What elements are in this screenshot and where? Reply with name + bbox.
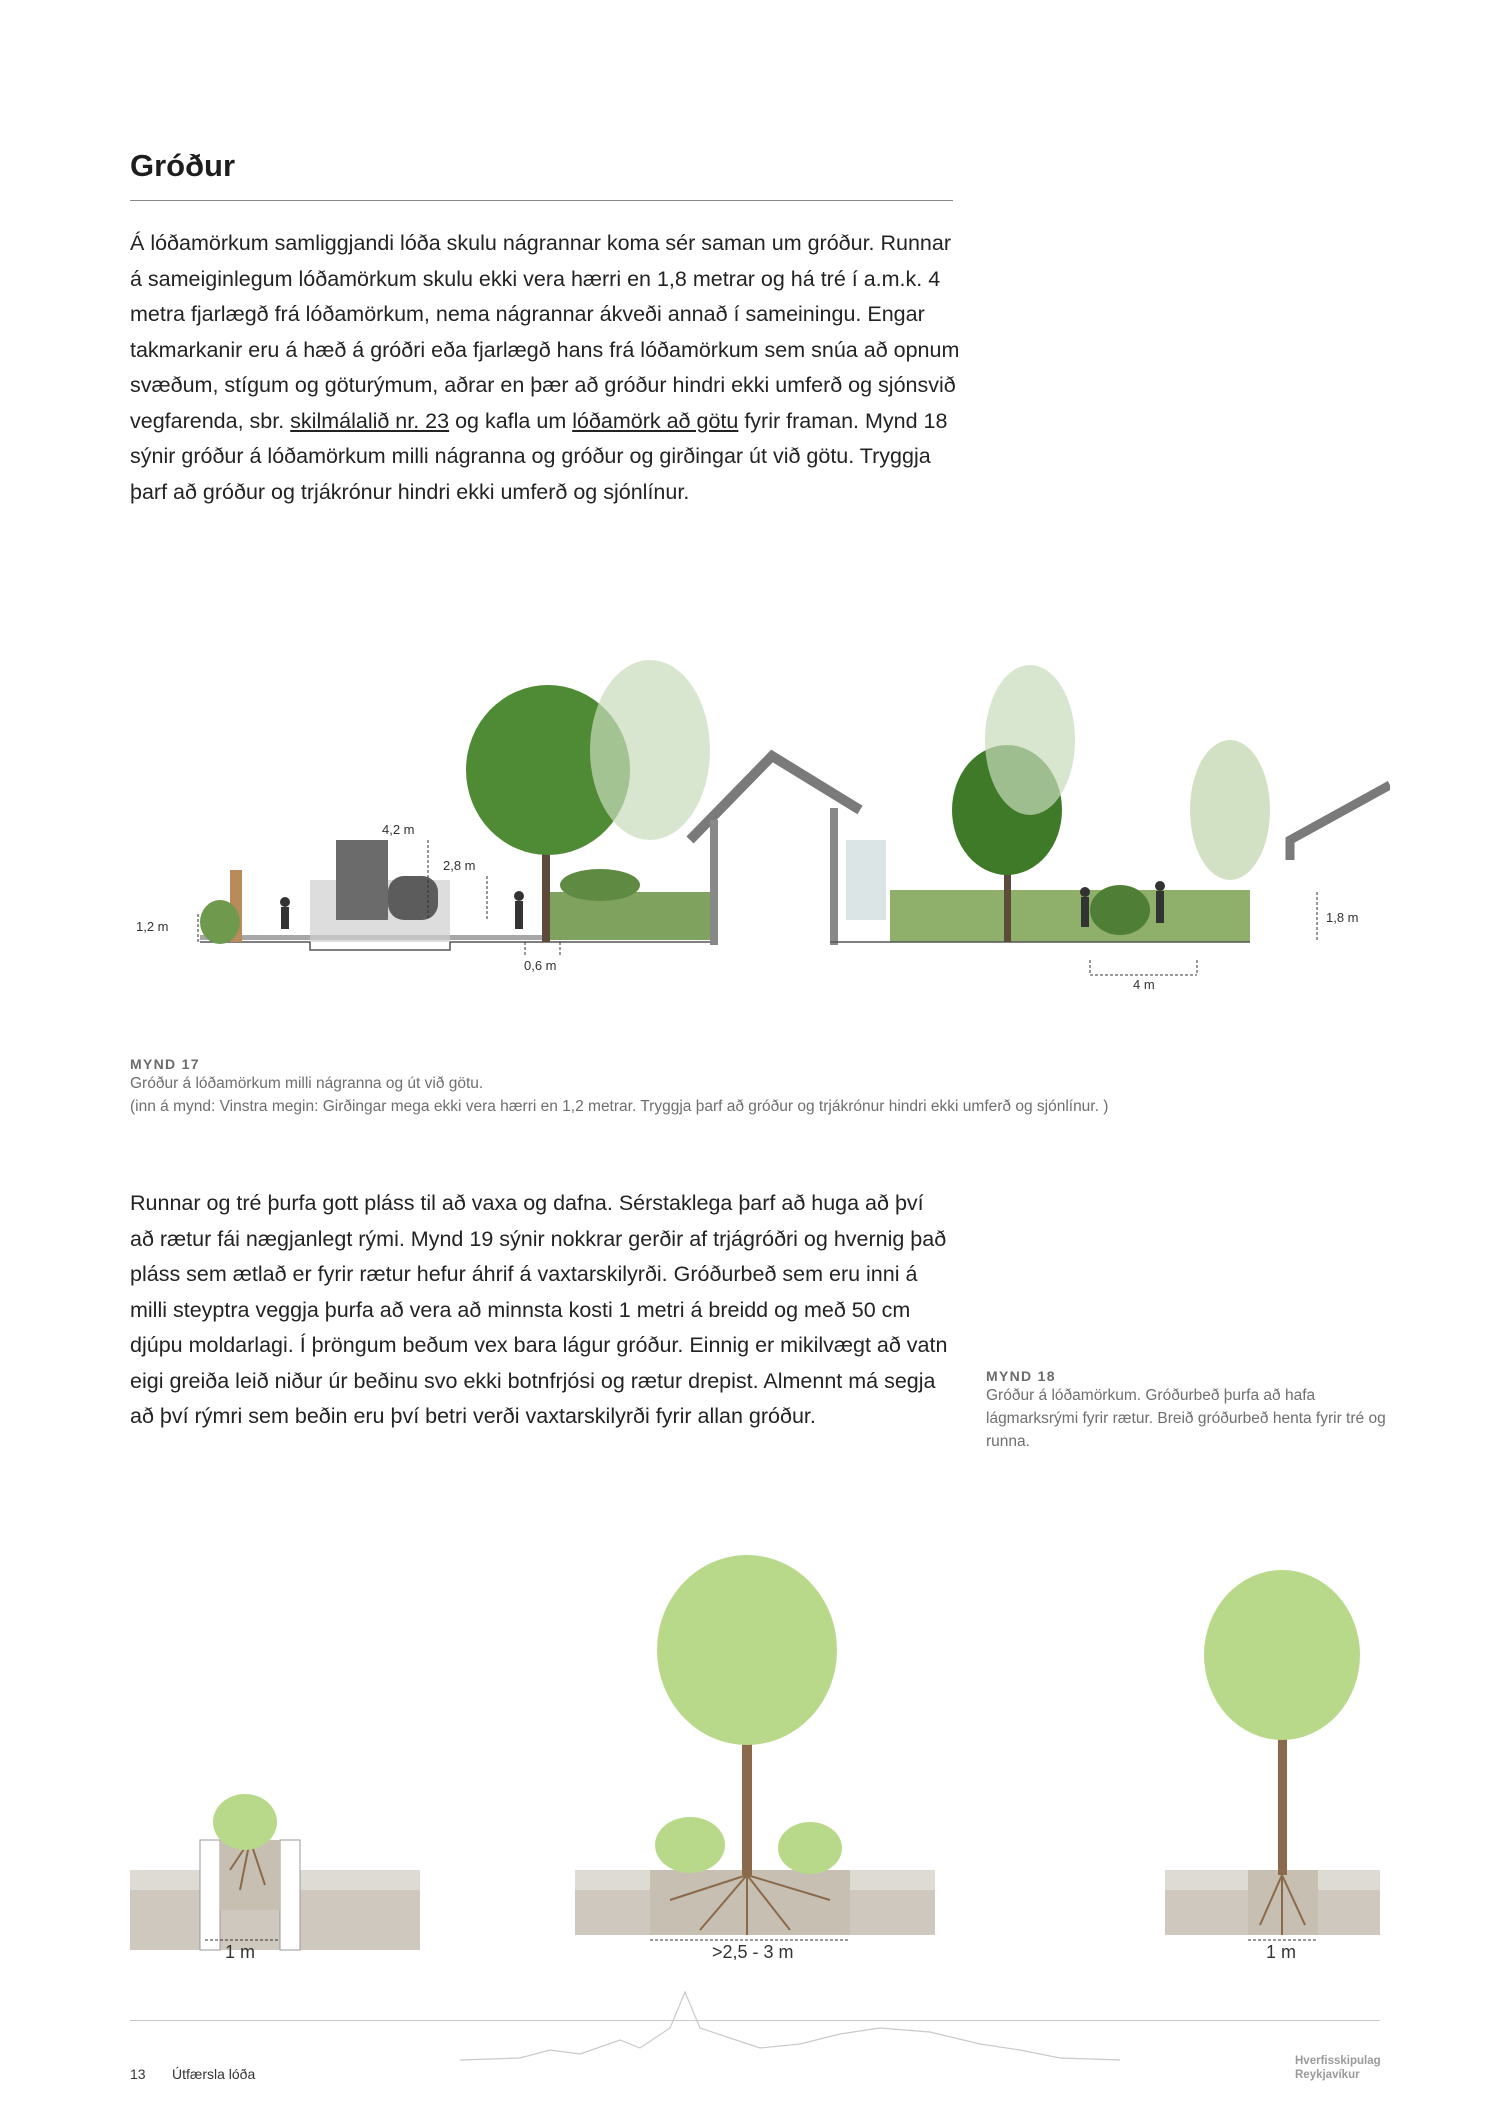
caption-label: MYND 18 [986, 1368, 1056, 1384]
house-section [690, 756, 886, 945]
tree-crown [1204, 1570, 1360, 1740]
caption-line-2: (inn á mynd: Vinstra megin: Girðingar mega ekki vera hærri en 1,2 metrar. Tryggja þarf að gróður og trjákrónur hindri ekki umferð og sjónlínur. ) [130, 1098, 1109, 1115]
brand-line-1: Hverfisskipulag [1295, 2055, 1381, 2067]
shrub-crown [778, 1822, 842, 1874]
person-figure [1081, 897, 1089, 927]
background-tree [590, 660, 710, 840]
person-figure [1156, 891, 1164, 923]
bed-1-width: 1 m [225, 1942, 256, 1960]
hedge-shrub [1090, 885, 1150, 935]
bed-2-width: >2,5 - 3 m [712, 1942, 794, 1960]
intro-text-3: fyrir framan. Mynd 18 sýnir gróður á lóðamörkum milli nágranna og gróður og girðingar út við götu. Tryggja þarf að gróður og trjákrónur hindri ekki umferð og sjónlínur. [130, 408, 948, 504]
caption-text: Gróður á lóðamörkum. Gróðurbeð þurfa að hafa lágmarksrými fyrir rætur. Breið gróðurbeð henta fyrir tré og runna. [986, 1387, 1386, 1450]
shrub-crown [655, 1817, 725, 1873]
right-garden-section [830, 665, 1390, 942]
shrub-crown [213, 1794, 277, 1850]
tree-crown [657, 1555, 837, 1745]
reykjavik-skyline-outline [460, 1988, 1120, 2068]
dim-building-height: 4,2 m [382, 822, 415, 837]
background-tree [985, 665, 1075, 815]
dim-car-height: 2,8 m [443, 858, 476, 873]
figure-17-caption [130, 1056, 1370, 1118]
dim-strip-width: 0,6 m [524, 958, 557, 973]
narrow-walled-bed [130, 1794, 420, 1950]
narrow-tree-pit [1165, 1570, 1380, 1940]
figure-18-caption [986, 1368, 1396, 1453]
caption-label: MYND 17 [130, 1056, 200, 1072]
footer-brand [1295, 2054, 1405, 2082]
birch-tree [1190, 740, 1270, 880]
page-number: 13 [130, 2066, 146, 2082]
footer-section-title: Útfærsla lóða [172, 2066, 256, 2082]
intro-paragraph [130, 226, 960, 510]
brand-line-2: Reykjavíkur [1295, 2069, 1360, 2081]
dim-hedge-height: 1,8 m [1326, 910, 1359, 925]
person-figure [281, 907, 289, 929]
person-figure [515, 901, 523, 929]
bed-3-width: 1 m [1266, 1942, 1297, 1960]
hedge-shrub [200, 900, 240, 944]
left-street-section [200, 660, 710, 950]
dim-tree-distance: 4 m [1133, 977, 1155, 992]
roots-paragraph: Runnar og tré þurfa gott pláss til að vaxa og dafna. Sérstaklega þarf að huga að því að rætur fái nægjanlegt rými. Mynd 19 sýnir nokkrar gerðir af trjágróðri og hvernig það pláss sem ætlað er fyrir rætur hefur áhrif á vaxtarskilyrði. Gróðurbeð sem eru inni á milli steyptra veggja þurfa að vera að minnsta kosti 1 metri á breidd og með 50 cm djúpu moldarlagi. Í þröngum beðum vex bara lágur gróður. Einnig er mikilvægt að vatn eigi greiða leið niður úr beðinu svo ekki botnfrjósi og rætur drepist. Almennt má segja að því rýmri sem beðin eru því betri verði vaxtarskilyrði fyrir allan gróður. [130, 1191, 948, 1428]
link-lodamork-ad-gotu[interactable]: lóðamörk að götu [572, 408, 739, 433]
intro-text-1: Á lóðamörkum samliggjandi lóða skulu nágrannar koma sér saman um gróður. Runnar á sameiginlegum lóðamörkum skulu ekki vera hærri en 1,8 metrar og há tré í a.m.k. 4 metra fjarlægð frá lóðamörkum, nema nágrannar ákveði annað í sameiningu. Engar takmarkanir eru á hæð á gróðri eða fjarlægð hans frá lóðamörkum sem snúa að opnum svæðum, stígum og göturýmum, aðrar en þær að gróður hindri ekki umferð og sjónsvið vegfarenda, sbr. [130, 231, 960, 433]
garden-lawn [550, 892, 710, 940]
link-skilmalalid-23[interactable]: skilmálalið nr. 23 [290, 408, 450, 433]
caption-line-1: Gróður á lóðamörkum milli nágranna og út við götu. [130, 1075, 484, 1092]
title-divider [130, 200, 953, 201]
wide-bed [575, 1555, 935, 1940]
figure-17-section-illustration [130, 630, 1390, 1000]
intro-text-2: og kafla um [449, 408, 573, 433]
building-block [336, 840, 388, 920]
car [388, 876, 438, 920]
dim-fence-height: 1,2 m [136, 919, 169, 934]
page-title: Gróður [130, 148, 236, 183]
figure-18-planting-beds [130, 1540, 1380, 1960]
